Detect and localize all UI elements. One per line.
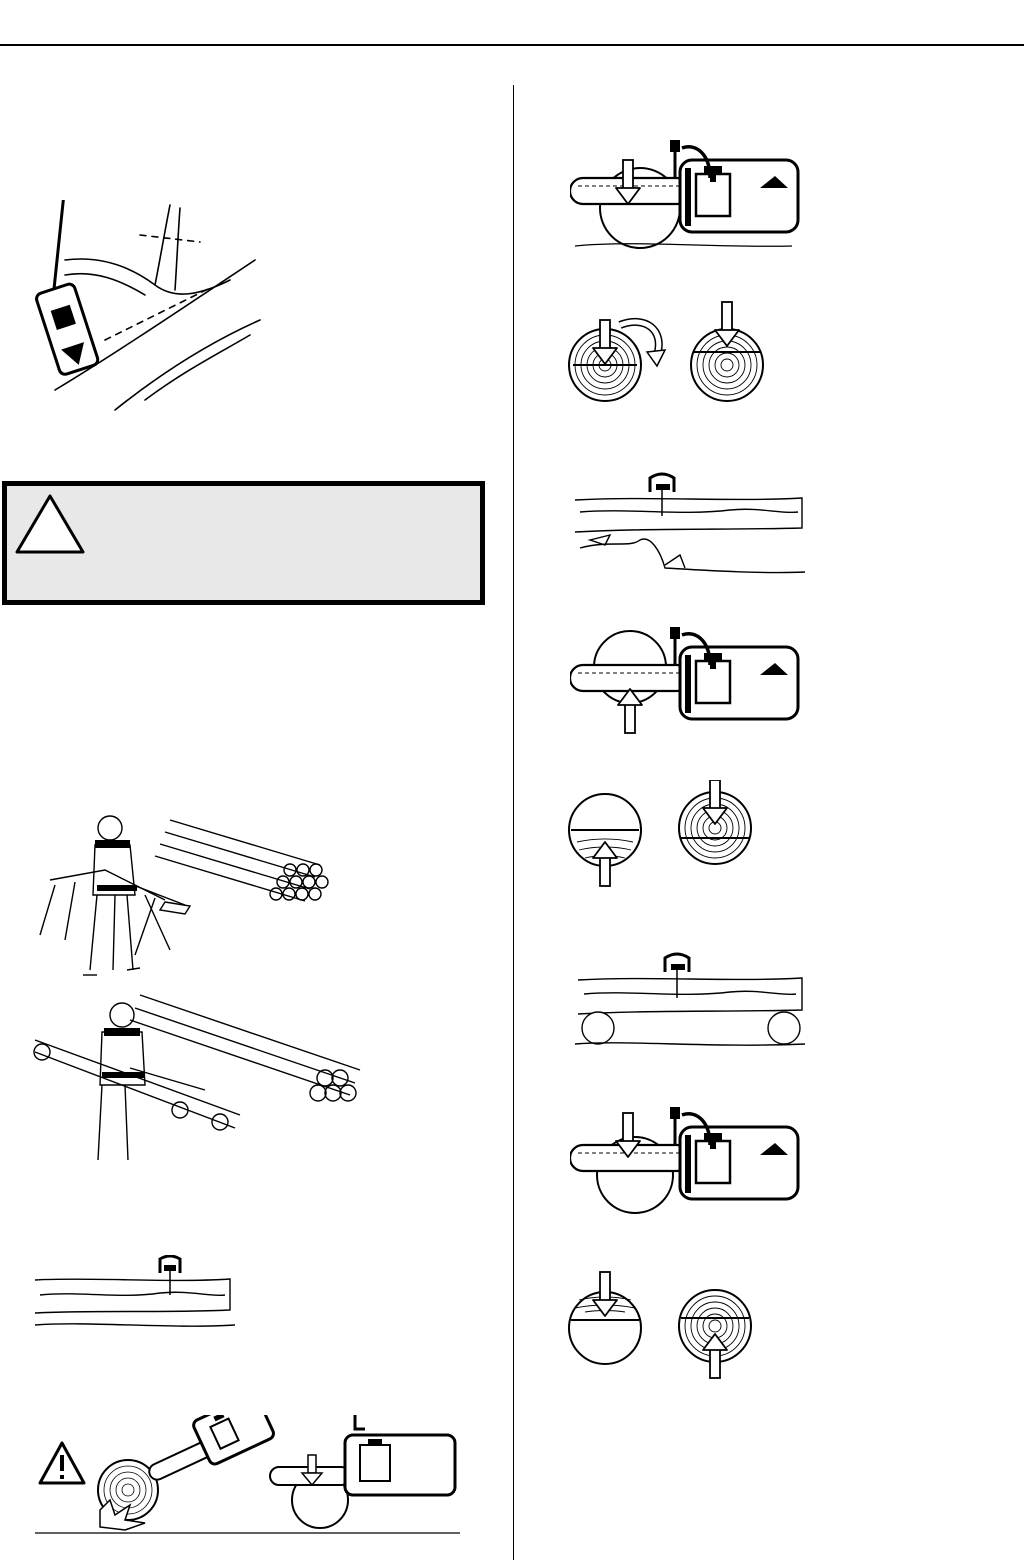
figure-topcut-supported bbox=[570, 1095, 810, 1225]
figure-log-topcut bbox=[30, 1255, 240, 1335]
column-divider bbox=[513, 85, 514, 1560]
figure-endgrain-rotate bbox=[565, 300, 785, 410]
figure-undercut-saw bbox=[570, 625, 810, 740]
figure-endgrain-up-down bbox=[565, 780, 785, 890]
warning-box bbox=[2, 481, 485, 605]
figure-kickback-comparison bbox=[30, 1415, 470, 1540]
figure-limbing-branch bbox=[25, 200, 265, 420]
warning-triangle-icon bbox=[14, 493, 86, 555]
figure-sawhorse-worker bbox=[35, 810, 345, 985]
figure-log-supported-both-ends bbox=[570, 950, 810, 1050]
header-rule bbox=[0, 44, 1024, 46]
warning-triangle-small-icon bbox=[40, 1443, 84, 1483]
figure-endgrain-down-up bbox=[565, 1268, 785, 1383]
figure-topcut-ground bbox=[570, 128, 810, 258]
figure-log-uneven-ground bbox=[570, 470, 810, 585]
figure-logpile-worker bbox=[30, 990, 370, 1170]
